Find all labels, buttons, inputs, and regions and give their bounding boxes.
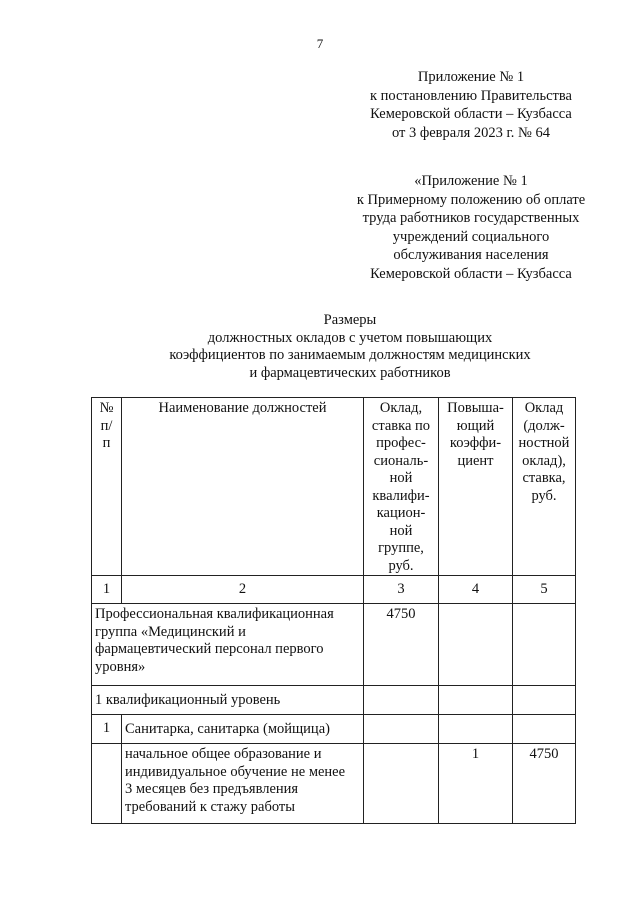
header-position-name: Наименование должностей bbox=[122, 398, 364, 576]
header-salary: Оклад (долж- ностной оклад), ставка, руб. bbox=[513, 398, 576, 576]
empty-cell bbox=[513, 715, 576, 744]
appendix-line: к Примерному положению об оплате bbox=[356, 191, 586, 208]
title-line: Размеры bbox=[323, 312, 377, 328]
empty-cell bbox=[364, 715, 439, 744]
col-number: 1 bbox=[92, 576, 122, 604]
empty-cell bbox=[513, 686, 576, 715]
appendix-line: «Приложение № 1 bbox=[414, 173, 528, 189]
appendix-line: учреждений социального bbox=[392, 228, 550, 245]
column-number-row bbox=[92, 576, 576, 604]
document-title bbox=[100, 312, 600, 382]
qualification-level: 1 квалификационный уровень bbox=[92, 686, 364, 715]
requirement-salary: 4750 bbox=[513, 744, 576, 824]
level-row bbox=[92, 686, 576, 715]
empty-cell bbox=[364, 744, 439, 824]
table-header-row bbox=[92, 398, 576, 576]
appendix-line: обслуживания населения bbox=[393, 247, 549, 263]
appendix-line: от 3 февраля 2023 г. № 64 bbox=[391, 124, 551, 141]
appendix-line: Кемеровской области – Кузбасса bbox=[370, 265, 572, 282]
empty-cell bbox=[364, 686, 439, 715]
appendix-line: труда работников государственных bbox=[362, 210, 580, 226]
empty-cell bbox=[439, 604, 513, 686]
empty-cell bbox=[439, 715, 513, 744]
appendix-line: к постановлению Правительства bbox=[370, 87, 572, 104]
appendix-header bbox=[340, 68, 602, 142]
requirement-text: начальное общее образование и индивидуальное обучение не менее 3 месяцев без предъявления требований к стажу работы bbox=[122, 744, 364, 824]
empty-cell bbox=[92, 744, 122, 824]
salary-table bbox=[91, 397, 576, 824]
empty-cell bbox=[513, 604, 576, 686]
appendix-reference bbox=[340, 172, 602, 283]
group-salary: 4750 bbox=[364, 604, 439, 686]
requirement-row bbox=[92, 744, 576, 824]
col-number: 3 bbox=[364, 576, 439, 604]
group-name: Профессиональная квалификационная группа «Медицинский и фармацевтический персонал первого уровня» bbox=[92, 604, 364, 686]
position-name: Санитарка, санитарка (мойщица) bbox=[122, 715, 364, 744]
appendix-line: Приложение № 1 bbox=[417, 69, 525, 85]
position-number: 1 bbox=[92, 715, 122, 744]
col-number: 4 bbox=[439, 576, 513, 604]
page-number: 7 bbox=[316, 36, 324, 51]
title-line: должностных окладов с учетом повышающих bbox=[207, 329, 493, 346]
header-coefficient: Повыша- ющий коэффи- циент bbox=[439, 398, 513, 576]
appendix-line: Кемеровской области – Кузбасса bbox=[370, 106, 572, 122]
header-salary-group: Оклад, ставка по профес- сиональ- ной квалифи- кацион- ной группе, руб. bbox=[364, 398, 439, 576]
col-number: 5 bbox=[513, 576, 576, 604]
requirement-coefficient: 1 bbox=[439, 744, 513, 824]
position-row bbox=[92, 715, 576, 744]
title-line: и фармацевтических работников bbox=[249, 364, 451, 381]
header-num: № п/ п bbox=[92, 398, 122, 576]
title-line: коэффициентов по занимаемым должностям медицинских bbox=[169, 347, 531, 363]
group-row bbox=[92, 604, 576, 686]
col-number: 2 bbox=[122, 576, 364, 604]
empty-cell bbox=[439, 686, 513, 715]
